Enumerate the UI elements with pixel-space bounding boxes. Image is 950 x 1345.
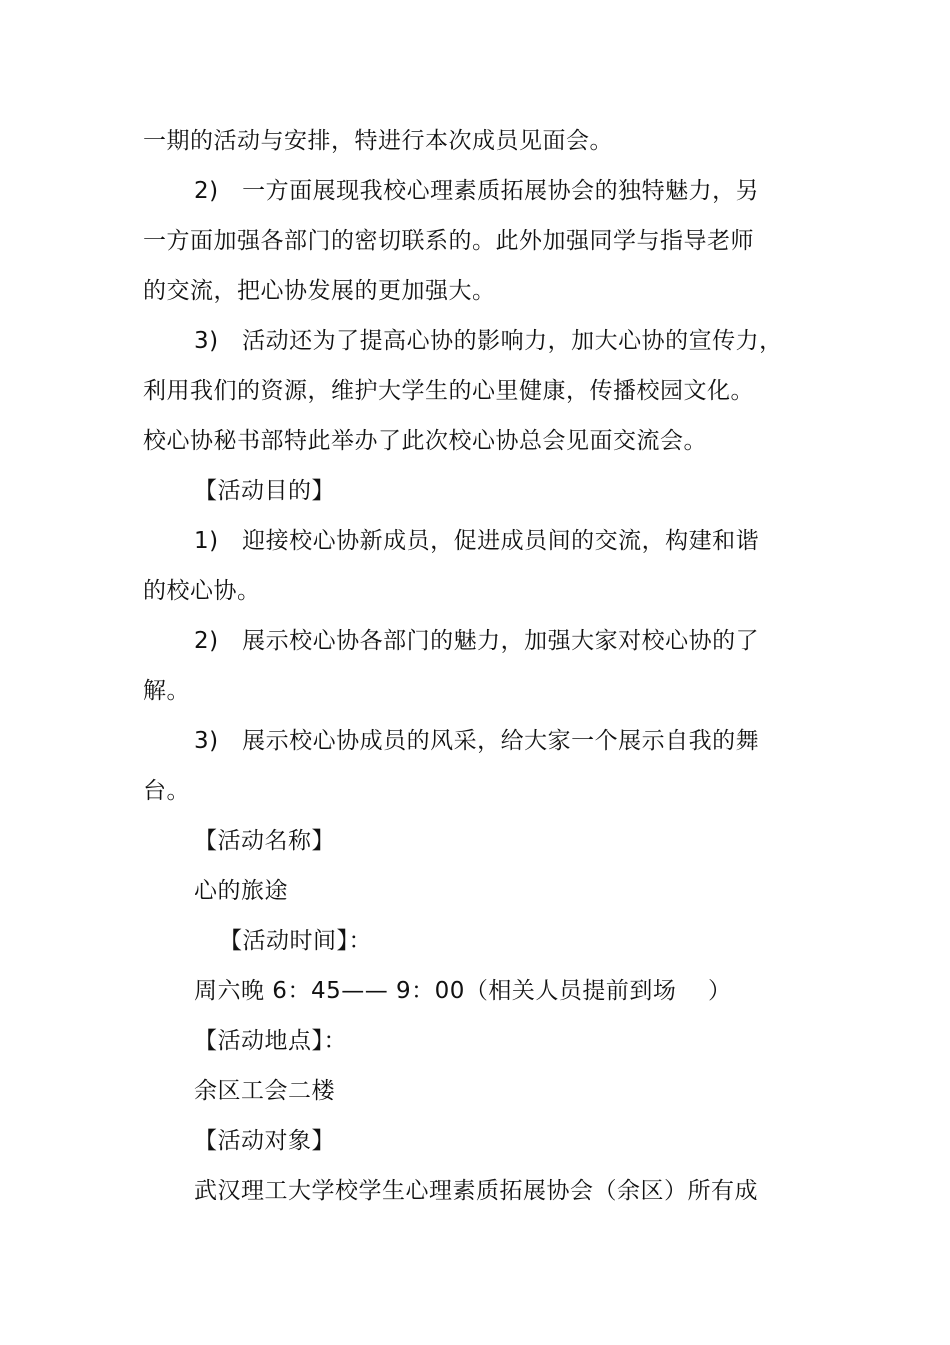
- paragraph-line: 的交流，把心协发展的更加强大。: [143, 278, 496, 304]
- section-heading: 【活动对象】: [194, 1128, 335, 1154]
- paragraph-line: 余区工会二楼: [194, 1078, 335, 1104]
- paragraph-line: 2) 展示校心协各部门的魅力，加强大家对校心协的了: [194, 628, 760, 654]
- paragraph-line: 2) 一方面展现我校心理素质拓展协会的独特魅力，另: [194, 178, 760, 204]
- paragraph-line: 1) 迎接校心协新成员，促进成员间的交流，构建和谐: [194, 528, 760, 554]
- paragraph-line-tail: ）: [708, 978, 732, 1004]
- paragraph-line: 武汉理工大学校学生心理素质拓展协会（余区）所有成: [194, 1178, 758, 1204]
- section-heading: 【活动地点】：: [194, 1028, 347, 1054]
- paragraph-line: 台。: [143, 778, 190, 804]
- paragraph-line: 周六晚 6：45—— 9：00（相关人员提前到场: [194, 978, 677, 1004]
- paragraph-line: 校心协秘书部特此举办了此次校心协总会见面交流会。: [143, 428, 707, 454]
- paragraph-line: 的校心协。: [143, 578, 261, 604]
- paragraph-line: 3) 展示校心协成员的风采，给大家一个展示自我的舞: [194, 728, 760, 754]
- paragraph-line: 心的旅途: [194, 878, 288, 904]
- paragraph-line: 解。: [143, 678, 190, 704]
- section-heading: 【活动时间】：: [219, 928, 372, 954]
- paragraph-line: 一期的活动与安排，特进行本次成员见面会。: [143, 128, 613, 154]
- section-heading: 【活动目的】: [194, 478, 335, 504]
- section-heading: 【活动名称】: [194, 828, 335, 854]
- paragraph-line: 3) 活动还为了提高心协的影响力，加大心协的宣传力，: [194, 328, 783, 354]
- paragraph-line: 一方面加强各部门的密切联系的。此外加强同学与指导老师: [143, 228, 754, 254]
- paragraph-line: 利用我们的资源，维护大学生的心里健康，传播校园文化。: [143, 378, 754, 404]
